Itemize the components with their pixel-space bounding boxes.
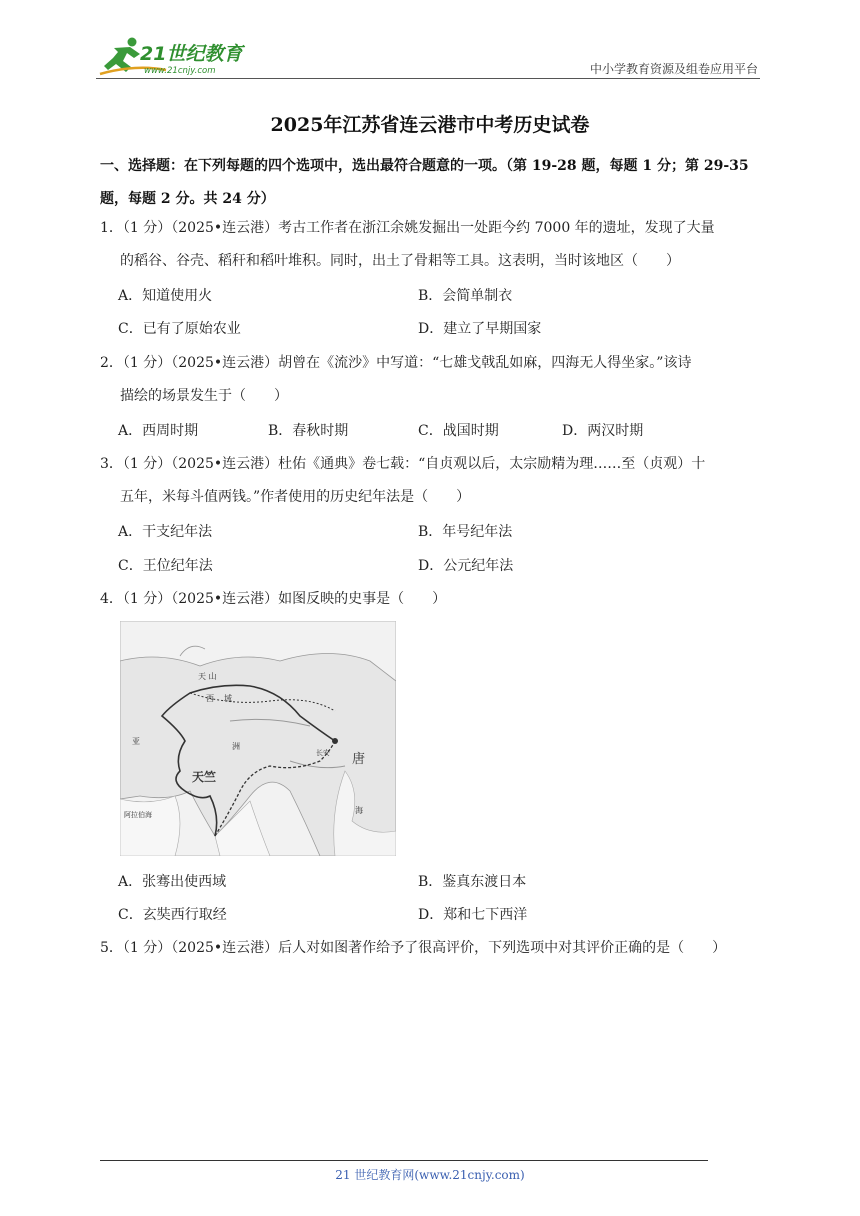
question-1-line-1: 1．（1 分）（2025•连云港）考古工作者在浙江余姚发掘出一处距今约 7000 年的遗址，发现了大量 [100,220,715,236]
map-label-tianshan: 天 山 [198,672,217,681]
xuanzang-route-map [120,621,396,856]
map-label-ya: 亚 [132,737,140,746]
footer-divider [100,1160,708,1161]
question-4-line-1: 4．（1 分）（2025•连云港）如图反映的史事是（ ） [100,591,447,607]
map-label-xi: 西 [206,694,214,703]
question-2-line-2: 描绘的场景发生于（ ） [120,388,288,404]
site-logo [96,34,266,78]
question-2 [100,347,766,413]
page-header [96,34,760,80]
map-label-arabian-sea: 阿拉伯海 [124,811,152,819]
section-instructions [100,150,766,216]
question-4-option-b[interactable]: B．鉴真东渡日本 [418,874,527,890]
section-line-2: 题，每题 2 分。共 24 分） [100,191,275,207]
question-3-option-a[interactable]: A．干支纪年法 [118,524,213,540]
question-4-option-a[interactable]: A．张骞出使西域 [118,874,227,890]
map-label-zhou: 洲 [232,742,240,751]
question-4-option-c[interactable]: C．玄奘西行取经 [118,907,227,923]
question-1-option-a[interactable]: A．知道使用火 [118,288,213,304]
map-label-yu: 域 [224,694,232,703]
question-1-option-b[interactable]: B．会简单制衣 [418,288,513,304]
question-5-line-1: 5．（1 分）（2025•连云港）后人对如图著作给予了很高评价，下列选项中对其评价正确的是（ ） [100,940,727,956]
question-5 [100,932,766,965]
question-3-line-2: 五年，米每斗值两钱。”作者使用的历史纪年法是（ ） [120,489,471,505]
footer-site-link[interactable]: 21 世纪教育网(www.21cnjy.com) [335,1168,525,1182]
section-line-1: 一、选择题：在下列每题的四个选项中，选出最符合题意的一项。（第 19-28 题，每题 1 分；第 29-35 [100,158,749,174]
question-4-option-d[interactable]: D．郑和七下西洋 [418,907,528,923]
question-1 [100,212,766,278]
header-divider [96,78,760,79]
question-1-option-d[interactable]: D．建立了早期国家 [418,321,542,337]
question-2-line-1: 2．（1 分）（2025•连云港）胡曾在《流沙》中写道：“七雄戈戟乱如麻，四海无人得坐家。”该诗 [100,355,692,371]
question-3-line-1: 3．（1 分）（2025•连云港）杜佑《通典》卷七载：“自贞观以后，太宗励精为理……至（贞观）十 [100,456,706,472]
question-3-option-d[interactable]: D．公元纪年法 [418,558,514,574]
map-label-tang: 唐 [352,752,366,767]
question-3 [100,448,766,514]
map-label-tianzhu: 天竺 [192,770,217,784]
question-4-map-image [120,621,396,856]
header-platform-text: 中小学教育资源及组卷应用平台 [589,62,758,76]
question-2-option-a[interactable]: A．西周时期 [118,423,199,439]
map-label-hai: 海 [355,806,363,815]
question-2-option-b[interactable]: B．春秋时期 [268,423,349,439]
question-1-option-c[interactable]: C．已有了原始农业 [118,321,241,337]
question-2-option-d[interactable]: D．两汉时期 [562,423,644,439]
question-2-option-c[interactable]: C．战国时期 [418,423,499,439]
logo-brand-text: 21世纪教育 [140,43,243,65]
map-label-changan: 长安 [316,749,330,757]
page-title: 2025年江苏省连云港市中考历史试卷 [270,114,590,136]
question-1-line-2: 的稻谷、谷壳、稻秆和稻叶堆积。同时，出土了骨耜等工具。这表明，当时该地区（ ） [120,253,680,269]
question-4 [100,583,766,616]
logo-graphic [96,34,266,78]
logo-url-text: www.21cnjy.com [144,66,216,76]
question-3-option-c[interactable]: C．王位纪年法 [118,558,213,574]
question-3-option-b[interactable]: B．年号纪年法 [418,524,513,540]
